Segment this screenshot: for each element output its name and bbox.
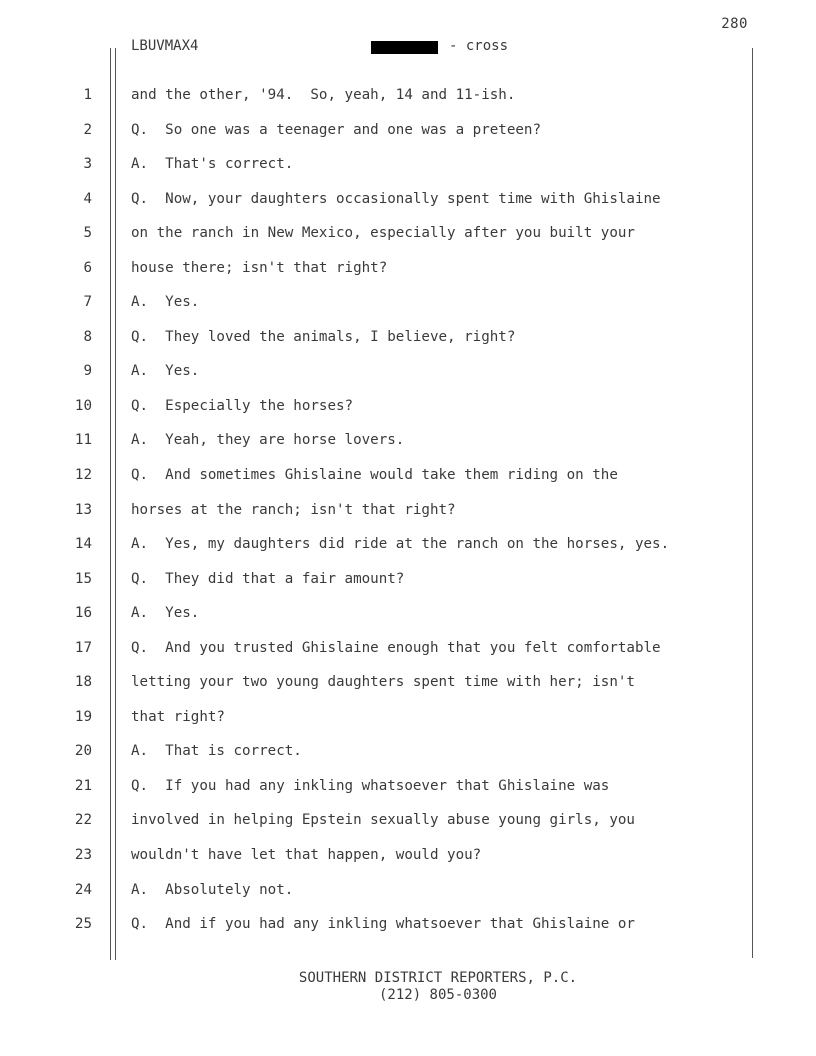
line-text: A. Yes, my daughters did ride at the ranch on the horses, yes. — [131, 536, 670, 553]
transcript-line — [0, 873, 816, 908]
redaction-bar — [371, 41, 438, 54]
transcript-line — [0, 527, 816, 562]
line-text: involved in helping Epstein sexually abuse young girls, you — [131, 812, 635, 829]
transcript-line — [0, 147, 816, 182]
line-text: Q. And you trusted Ghislaine enough that you felt comfortable — [131, 639, 661, 656]
line-number: 16 — [74, 605, 92, 622]
line-number: 25 — [74, 916, 92, 933]
line-number: 19 — [74, 708, 92, 725]
transcript-line — [0, 251, 816, 286]
transcript-line — [0, 354, 816, 389]
reporter-phone: (212) 805-0300 — [378, 987, 497, 1003]
line-number: 5 — [83, 225, 92, 242]
line-text: Q. And if you had any inkling whatsoever that Ghislaine or — [131, 916, 635, 933]
line-text: A. Yes. — [131, 294, 200, 311]
transcript-line — [0, 907, 816, 942]
line-text: and the other, '94. So, yeah, 14 and 11-ish. — [131, 87, 516, 103]
examination-section: - cross — [449, 38, 509, 54]
line-number: 13 — [74, 501, 92, 518]
line-text: Q. Now, your daughters occasionally spent time with Ghislaine — [131, 190, 661, 207]
line-text: letting your two young daughters spent time with her; isn't — [131, 674, 635, 691]
transcript-line — [0, 734, 816, 769]
transcript-line — [0, 182, 816, 217]
transcript-lines — [0, 78, 816, 942]
line-number: 15 — [74, 570, 92, 587]
line-number: 18 — [74, 674, 92, 691]
line-number: 11 — [74, 432, 92, 449]
line-text: A. That is correct. — [131, 743, 302, 760]
line-number: 8 — [83, 328, 92, 345]
transcript-line — [0, 285, 816, 320]
transcript-line — [0, 838, 816, 873]
transcript-line — [0, 700, 816, 735]
line-number: 3 — [83, 156, 92, 173]
line-number: 4 — [83, 190, 92, 207]
line-text: that right? — [131, 708, 225, 725]
page-footer — [0, 970, 816, 1004]
line-number: 7 — [83, 294, 92, 311]
transcript-line — [0, 631, 816, 666]
line-number: 14 — [74, 536, 92, 553]
transcript-line — [0, 665, 816, 700]
line-text: Q. So one was a teenager and one was a preteen? — [131, 121, 541, 138]
line-text: Q. They did that a fair amount? — [131, 570, 405, 587]
line-text: Q. Especially the horses? — [131, 397, 354, 414]
transcript-header — [131, 38, 731, 58]
line-number: 1 — [83, 87, 92, 103]
line-number: 23 — [74, 847, 92, 864]
line-number: 12 — [74, 467, 92, 484]
page-number: 280 — [721, 16, 748, 32]
line-number: 24 — [74, 881, 92, 898]
line-text: house there; isn't that right? — [131, 259, 388, 276]
line-text: Q. If you had any inkling whatsoever that Ghislaine was — [131, 777, 610, 794]
line-text: A. Yes. — [131, 605, 200, 622]
transcript-line — [0, 596, 816, 631]
transcript-line — [0, 389, 816, 424]
line-text: A. Yes. — [131, 363, 200, 380]
line-text: on the ranch in New Mexico, especially after you built your — [131, 225, 635, 242]
line-text: A. That's correct. — [131, 156, 294, 173]
line-text: A. Absolutely not. — [131, 881, 294, 898]
line-number: 17 — [74, 639, 92, 656]
transcript-line — [0, 423, 816, 458]
case-code: LBUVMAX4 — [131, 38, 199, 54]
transcript-line — [0, 493, 816, 528]
transcript-line — [0, 562, 816, 597]
line-number: 9 — [83, 363, 92, 380]
transcript-line — [0, 78, 816, 113]
transcript-line — [0, 216, 816, 251]
line-number: 10 — [74, 397, 92, 414]
transcript-line — [0, 769, 816, 804]
line-number: 2 — [83, 121, 92, 138]
line-text: A. Yeah, they are horse lovers. — [131, 432, 405, 449]
line-number: 6 — [83, 259, 92, 276]
line-number: 21 — [74, 777, 92, 794]
reporter-name: SOUTHERN DISTRICT REPORTERS, P.C. — [298, 970, 578, 986]
line-text: Q. And sometimes Ghislaine would take them riding on the — [131, 467, 618, 484]
line-number: 22 — [74, 812, 92, 829]
transcript-line — [0, 320, 816, 355]
transcript-line — [0, 458, 816, 493]
line-number: 20 — [74, 743, 92, 760]
transcript-line — [0, 803, 816, 838]
line-text: horses at the ranch; isn't that right? — [131, 501, 456, 518]
line-text: Q. They loved the animals, I believe, right? — [131, 328, 516, 345]
line-text: wouldn't have let that happen, would you? — [131, 847, 482, 864]
transcript-line — [0, 113, 816, 148]
